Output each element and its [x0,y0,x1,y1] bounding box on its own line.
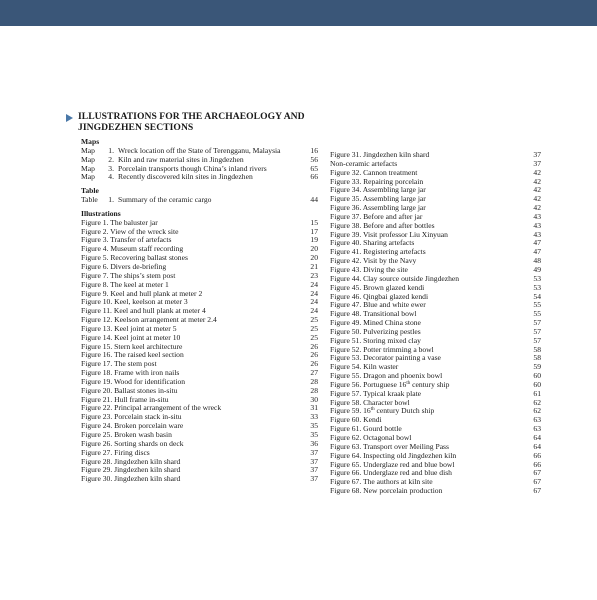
list-item [330,487,541,496]
item-title: Porcelain transports though China’s inland rivers [118,163,267,173]
item-title: Figure 37. Before and after jar [330,211,423,221]
item-label: Map [81,145,95,155]
item-page: 66 [533,459,541,469]
item-title: Figure 18. Frame with iron nails [81,368,180,378]
item-title: Figure 9. Keel and hull plank at meter 2 [81,288,203,298]
item-page: 62 [533,406,541,416]
item-title: Figure 33. Repairing porcelain [330,176,424,186]
item-title: Figure 28. Jingdezhen kiln shard [81,456,181,466]
item-page: 35 [310,421,318,431]
item-page: 19 [310,235,318,245]
item-page: 64 [533,441,541,451]
item-page: 47 [533,247,541,257]
item-page: 55 [533,300,541,310]
item-page: 36 [310,438,318,448]
item-page: 37 [310,447,318,457]
item-page: 56 [310,154,318,164]
item-page: 67 [533,477,541,487]
item-title: Figure 56. Portuguese 16th century ship [330,379,450,389]
item-label: Table [81,195,98,205]
top-banner [0,0,597,26]
item-title: Figure 3. Transfer of artefacts [81,235,172,245]
item-label: Map [81,163,95,173]
item-title: Figure 54. Kiln waster [330,362,399,372]
item-title: Figure 59. 16th century Dutch ship [330,406,435,416]
item-page: 58 [533,353,541,363]
item-page: 30 [310,394,318,404]
table-title: Table [81,186,99,196]
item-title: Figure 64. Inspecting old Jingdezhen kiln [330,450,457,460]
triangle-marker-icon [66,114,73,122]
item-number: 3. [108,163,114,173]
item-number: 4. [108,172,114,182]
list-item [81,173,318,182]
item-page: 33 [310,412,318,422]
item-page: 28 [310,376,318,386]
left-column [81,138,318,484]
item-number: 2. [108,154,114,164]
table-list [81,196,318,205]
item-title: Figure 44. Clay source outside Jingdezhen [330,273,460,283]
item-title: Figure 27. Firing discs [81,447,150,457]
item-page: 37 [310,474,318,484]
item-title: Figure 45. Brown glazed kendi [330,282,425,292]
item-page: 27 [310,368,318,378]
item-page: 48 [533,256,541,266]
superscript: th [406,380,411,386]
item-title: Figure 68. New porcelain production [330,486,443,496]
item-title: Figure 41. Registering artefacts [330,247,426,257]
item-page: 44 [310,195,318,205]
item-page: 60 [533,371,541,381]
item-title: Figure 29. Jingdezhen kiln shard [81,465,181,475]
item-page: 63 [533,415,541,425]
heading-text: ILLUSTRATIONS FOR THE ARCHAEOLOGY AND JINGDEZHEN SECTIONS [78,111,305,133]
item-title: Figure 4. Museum staff recording [81,244,184,254]
item-page: 53 [533,282,541,292]
item-title: Wreck location off the State of Terengganu, Malaysia [118,145,281,155]
item-page: 25 [310,323,318,333]
item-page: 64 [533,433,541,442]
item-title: Figure 61. Gourd bottle [330,424,402,434]
item-number: 1. [108,195,114,205]
item-page: 16 [310,145,318,155]
item-title: Non-ceramic artefacts [330,158,398,168]
item-page: 42 [533,167,541,177]
item-title: Figure 35. Assembling large jar [330,194,426,204]
item-page: 17 [310,226,318,236]
item-title: Figure 39. Visit professor Liu Xinyuan [330,229,448,239]
item-title: Figure 1. The baluster jar [81,217,158,227]
item-title: Figure 38. Before and after bottles [330,220,435,230]
item-page: 67 [533,486,541,496]
item-title: Figure 51. Storing mixed clay [330,335,421,345]
item-page: 21 [310,261,318,271]
item-page: 25 [310,315,318,325]
item-title: Figure 10. Keel, keelson at meter 3 [81,297,188,307]
maps-list [81,147,318,182]
item-title: Figure 58. Character bowl [330,397,410,407]
item-page: 47 [533,238,541,248]
item-title: Figure 14. Keel joint at meter 10 [81,332,181,342]
item-page: 57 [533,335,541,345]
item-title: Figure 43. Diving the site [330,264,408,274]
item-page: 55 [533,309,541,319]
item-page: 58 [533,344,541,354]
item-title: Figure 19. Wood for identification [81,376,186,386]
list-item [81,475,318,484]
item-title: Figure 32. Cannon treatment [330,167,418,177]
item-page: 43 [533,211,541,221]
item-title: Figure 31. Jingdezhen kiln shard [330,150,430,159]
list-item [81,196,318,205]
item-title: Figure 62. Octagonal bowl [330,433,412,442]
item-title: Figure 16. The raised keel section [81,350,184,360]
item-page: 42 [533,203,541,213]
item-title: Figure 49. Mined China stone [330,318,421,328]
item-label: Map [81,172,95,182]
item-page: 26 [310,341,318,351]
item-title: Summary of the ceramic cargo [118,195,212,205]
item-page: 67 [533,468,541,478]
item-page: 23 [310,270,318,280]
item-title: Figure 17. The stem post [81,359,157,369]
item-title: Figure 46. Qingbai glazed kendi [330,291,429,301]
item-title: Figure 21. Hull frame in-situ [81,394,169,404]
item-page: 24 [310,288,318,298]
item-title: Figure 55. Dragon and phoenix bowl [330,371,443,381]
item-page: 37 [310,465,318,475]
item-page: 49 [533,264,541,274]
item-page: 26 [310,359,318,369]
superscript: th [370,407,375,413]
item-title: Figure 47. Blue and white ewer [330,300,426,310]
item-title: Figure 50. Pulverizing pestles [330,326,421,336]
item-page: 24 [310,279,318,289]
item-title: Figure 53. Decorator painting a vase [330,353,441,363]
item-page: 42 [533,176,541,186]
maps-title: Maps [81,137,100,146]
item-title: Figure 8. The keel at meter 1 [81,279,169,289]
item-title: Figure 5. Recovering ballast stones [81,253,188,263]
section-heading [66,112,366,133]
item-title: Figure 23. Porcelain stack in-situ [81,412,182,422]
item-page: 31 [310,403,318,413]
item-page: 43 [533,220,541,230]
item-title: Figure 25. Broken wash basin [81,430,172,439]
item-page: 15 [310,217,318,227]
item-title: Figure 48. Transitional bowl [330,309,417,319]
item-title: Figure 26. Sorting shards on deck [81,438,184,448]
item-title: Figure 7. The ships’s stem post [81,270,176,280]
item-page: 24 [310,306,318,316]
item-title: Figure 30. Jingdezhen kiln shard [81,474,181,484]
item-title: Figure 6. Divers de-briefing [81,261,167,271]
item-title: Figure 42. Visit by the Navy [330,256,417,266]
item-page: 61 [533,388,541,398]
item-page: 62 [533,397,541,407]
item-title: Figure 40. Sharing artefacts [330,238,415,248]
item-title: Figure 2. View of the wreck site [81,226,179,236]
item-page: 35 [310,430,318,439]
item-page: 66 [310,172,318,182]
item-label: Map [81,154,95,164]
item-page: 60 [533,379,541,389]
right-column [330,151,541,496]
illustrations-list-left [81,219,318,484]
item-page: 59 [533,362,541,372]
item-title: Figure 36. Assembling large jar [330,203,426,213]
item-title: Figure 22. Principal arrangement of the wreck [81,403,222,413]
item-title: Figure 15. Stern keel architecture [81,341,183,351]
item-page: 43 [533,229,541,239]
item-title: Figure 12. Keelson arrangement at meter 2.4 [81,315,217,325]
item-page: 54 [533,291,541,301]
item-page: 57 [533,326,541,336]
item-page: 53 [533,273,541,283]
item-title: Figure 67. The authors at kiln site [330,477,433,487]
item-title: Figure 11. Keel and hull plank at meter 4 [81,306,206,316]
item-page: 25 [310,332,318,342]
item-number: 1. [108,145,114,155]
item-title: Figure 63. Transport over Meiling Pass [330,441,449,451]
item-page: 42 [533,185,541,195]
item-title: Figure 34. Assembling large jar [330,185,426,195]
item-page: 66 [533,450,541,460]
item-page: 20 [310,253,318,263]
item-page: 37 [533,150,541,159]
item-title: Kiln and raw material sites in Jingdezhen [118,154,244,164]
item-page: 63 [533,424,541,434]
item-title: Figure 65. Underglaze red and blue bowl [330,459,455,469]
item-title: Figure 57. Typical kraak plate [330,388,422,398]
item-title: Figure 60. Kendi [330,415,382,425]
illustrations-title: Illustrations [81,208,121,218]
item-title: Figure 20. Ballast stones in-situ [81,385,178,395]
item-page: 37 [533,158,541,168]
item-title: Figure 66. Underglaze red and blue dish [330,468,452,478]
item-page: 65 [310,163,318,173]
item-page: 37 [310,456,318,466]
item-title: Figure 52. Potter trimming a bowl [330,344,434,354]
item-page: 28 [310,385,318,395]
item-page: 57 [533,318,541,328]
item-page: 20 [310,244,318,254]
item-page: 24 [310,297,318,307]
item-title: Recently discovered kiln sites in Jingdezhen [118,172,253,182]
item-page: 42 [533,194,541,204]
item-title: Figure 13. Keel joint at meter 5 [81,323,177,333]
item-title: Figure 24. Broken porcelain ware [81,421,184,431]
item-page: 26 [310,350,318,360]
